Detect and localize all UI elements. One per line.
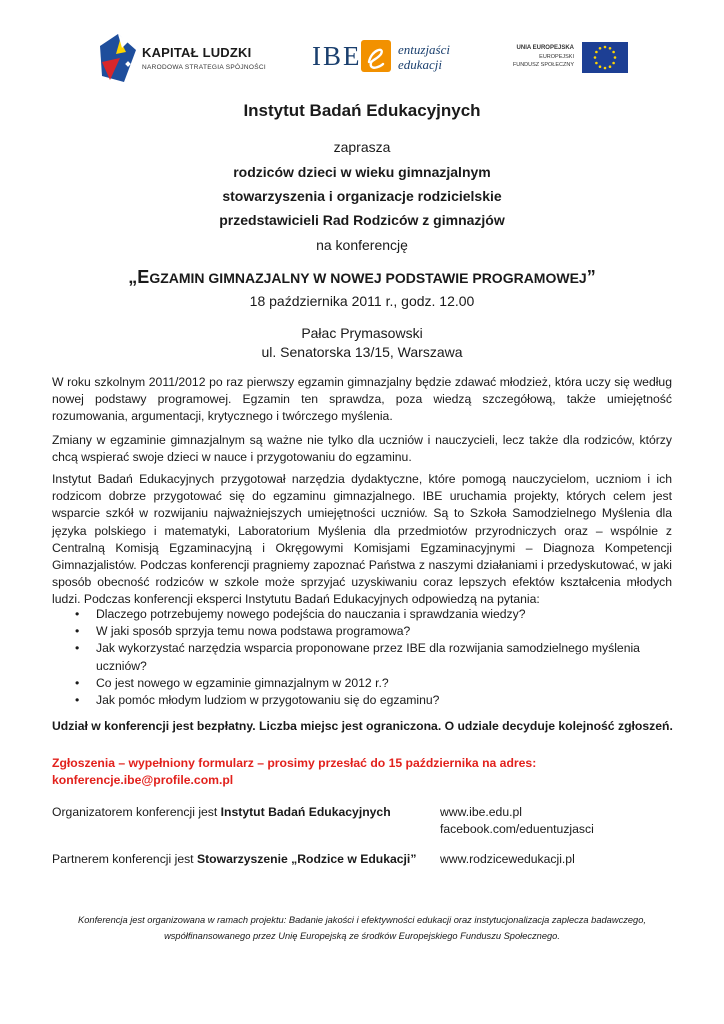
- footer-line: Konferencja jest organizowana w ramach projektu: Badanie jakości i efektywności edukacji oraz instytucjonalizacja zaplecza badawczego,: [78, 915, 646, 925]
- ibe-logo: [312, 38, 472, 78]
- paragraph-ibe: Instytut Badań Edukacyjnych przygotował narzędzia dydaktyczne, które pomogą nauczycielom, uczniom i ich rodzicom dobrze przygotować się do egzaminu gimnazjalnego. IBE uruchamia projekty, których celem jest wsparcie szkół w rozwijaniu najważniejszych umiejętności uczniów. Są to Szkoła Samodzielnego Myślenia dla języka polskiego i matematyki, Laboratorium Myślenia dla przedmiotów przyrodniczych oraz – wspólnie z Centralną Komisją Egzaminacyjną i Okręgowymi Komisjami Egzaminacyjnymi – Diagnoza Kompetencji Gimnazjalistów. Podczas konferencji pragniemy zapoznać Państwa z naszymi działaniami i przedyskutować, w jaki sposób obecność rodziców w szkole może sprzyjać uzyskiwaniu coraz lepszych efektów kształcenia młodych ludzi. Podczas konferencji eksperci Instytutu Badań Edukacyjnych odpowiedzą na pytania:: [52, 472, 672, 607]
- list-item: [52, 675, 672, 692]
- list-item: [52, 606, 672, 623]
- kapital-ludzki-emblem-icon: [96, 32, 140, 84]
- bullet-icon: •: [75, 607, 80, 621]
- questions-list: [52, 606, 672, 709]
- eu-flag-icon: [582, 42, 628, 73]
- bullet-icon: •: [75, 624, 80, 639]
- kapital-ludzki-title: KAPITAŁ LUDZKI: [142, 45, 252, 60]
- eu-fund-label-1: EUROPEJSKI: [539, 54, 574, 60]
- footer-line: współfinansowanego przez Unię Europejską ze środków Europejskiego Funduszu Społecznego.: [164, 931, 560, 941]
- title-rest: GZAMIN GIMNAZJALNY W NOWEJ PODSTAWIE PROGRAMOWEJ: [149, 270, 587, 286]
- ibe-name: IBE: [312, 41, 362, 71]
- partner-name: Stowarzyszenie „Rodzice w Edukacji”: [196, 852, 417, 866]
- question-text: Dlaczego potrzebujemy nowego podejścia do nauczania i sprawdzania wiedzy?: [96, 607, 526, 621]
- bullet-icon: •: [75, 675, 80, 690]
- partner-prefix: Partnerem konferencji jest: [52, 852, 197, 866]
- partner-label: [52, 851, 416, 868]
- eu-union-label: UNIA EUROPEJSKA: [516, 45, 574, 51]
- eu-logo: [514, 42, 628, 82]
- audience-line: przedstawicieli Rad Rodziców z gimnazjów: [219, 212, 505, 228]
- title-first-letter: E: [137, 267, 150, 287]
- ibe-tagline-line2: edukacji: [398, 57, 443, 72]
- list-item: [52, 623, 672, 640]
- registration-email-link[interactable]: konferencje.ibe@profile.com.pl: [52, 773, 234, 788]
- logo-bar: [0, 28, 724, 88]
- project-footer: [40, 912, 684, 944]
- eu-fund-label-2: FUNDUSZ SPOŁECZNY: [512, 62, 574, 68]
- bullet-icon: •: [75, 641, 80, 656]
- question-text: Jak wykorzystać narzędzia wsparcia proponowane przez IBE dla rozwijania samodzielnego myślenia uczniów?: [96, 641, 640, 673]
- paragraph-changes: Zmiany w egzaminie gimnazjalnym są ważne nie tylko dla uczniów i nauczycieli, lecz także dla rodziców, którzy chcą wspierać swoje dzieci w nauce i przygotowaniu do egzaminu.: [52, 433, 672, 465]
- ibe-tagline-line1: entuzjaści: [398, 42, 450, 57]
- organizer-facebook-link[interactable]: facebook.com/eduentuzjasci: [440, 822, 594, 837]
- partner-website-link[interactable]: www.rodzicewedukacji.pl: [440, 852, 575, 866]
- audience-line: rodziców dzieci w wieku gimnazjalnym: [233, 164, 491, 180]
- venue-name: Pałac Prymasowski: [301, 325, 423, 341]
- ibe-e-mark-icon: [361, 40, 391, 72]
- audience-line: stowarzyszenia i organizacje rodzicielskie: [222, 188, 502, 204]
- list-item: [52, 640, 672, 674]
- conference-title: [40, 267, 684, 288]
- question-text: Co jest nowego w egzaminie gimnazjalnym w 2012 r.?: [96, 675, 389, 690]
- paragraph-intro: W roku szkolnym 2011/2012 po raz pierwszy egzamin gimnazjalny będzie zdawać młodzież, która uczy się według nowej podstawy programowej. Egzamin ten sprawdza, poza wiedzą szczegółową, także umiejętność rozumowania, argumentacji, krytycznego i twórczego myślenia.: [52, 375, 672, 424]
- question-text: W jaki sposób sprzyja temu nowa podstawa programowa?: [96, 624, 411, 639]
- venue-address: ul. Senatorska 13/15, Warszawa: [261, 344, 463, 360]
- organizer-prefix: Organizatorem konferencji jest: [52, 805, 221, 819]
- institute-heading: Instytut Badań Edukacyjnych: [243, 101, 481, 120]
- organizer-links: [440, 804, 594, 838]
- conference-date: 18 października 2011 r., godz. 12.00: [249, 293, 475, 309]
- organizer-name: Instytut Badań Edukacyjnych: [220, 805, 391, 819]
- invites-text: zaprasza: [333, 139, 391, 155]
- participation-note: Udział w konferencji jest bezpłatny. Liczba miejsc jest ograniczona. O udziale decyduje kolejność zgłoszeń.: [52, 719, 673, 733]
- question-text: Jak pomóc młodym ludziom w przygotowaniu się do egzaminu?: [96, 693, 440, 708]
- kapital-ludzki-logo: [96, 32, 266, 84]
- organizer-label: [52, 804, 391, 821]
- kapital-ludzki-subtitle: NARODOWA STRATEGIA SPÓJNOŚCI: [142, 64, 266, 71]
- organizer-website-link[interactable]: www.ibe.edu.pl: [440, 805, 522, 819]
- to-conference-text: na konferencję: [316, 237, 408, 253]
- title-open-quote: „: [128, 267, 138, 287]
- bullet-icon: •: [75, 693, 80, 708]
- registration-note: [52, 755, 672, 789]
- partner-links: [440, 851, 575, 868]
- list-item: [52, 692, 672, 709]
- registration-instructions: Zgłoszenia – wypełniony formularz – prosimy przesłać do 15 października na adres:: [52, 756, 537, 770]
- title-close-quote: ”: [586, 267, 596, 287]
